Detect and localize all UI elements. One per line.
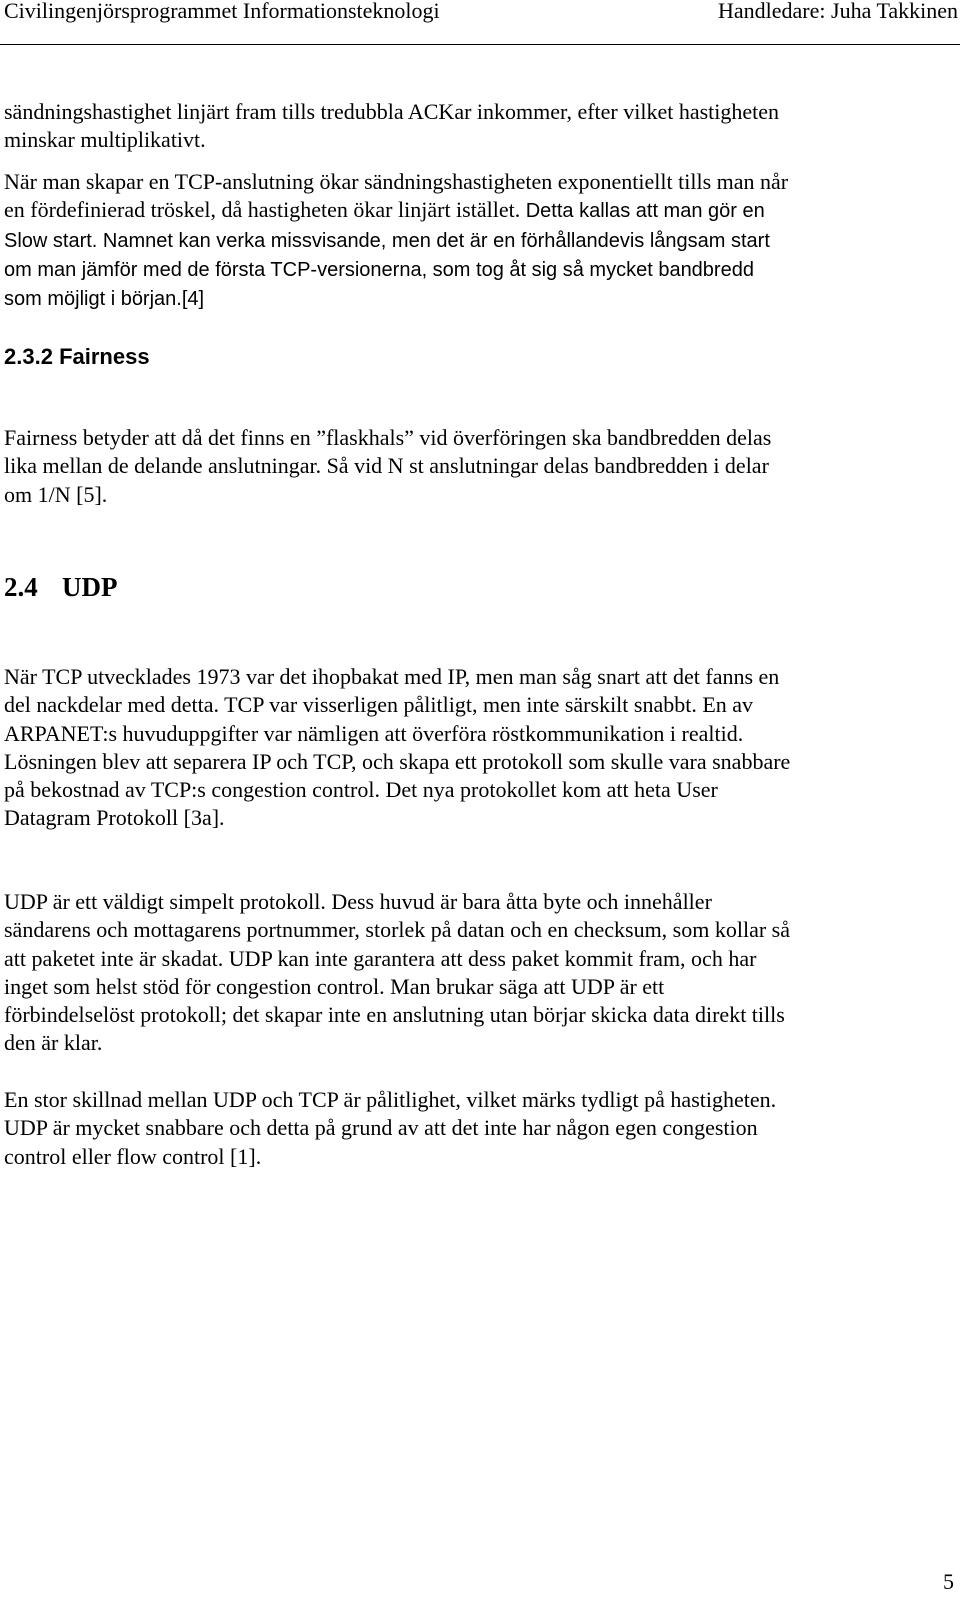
page-number: 5	[943, 1569, 954, 1594]
header-supervisor: Handledare: Juha Takkinen	[718, 0, 958, 23]
paragraph-slow-start	[4, 168, 794, 313]
paragraph-udp-vs-tcp: En stor skillnad mellan UDP och TCP är pålitlighet, vilket märks tydligt på hastigheten. UDP är mycket snabbare och detta på grund av att det inte har någon egen congestion control eller flow control [1].	[4, 1087, 777, 1169]
paragraph-fairness: Fairness betyder att då det finns en ”flaskhals” vid överföringen ska bandbredden delas lika mellan de delande anslutningar. Så vid N st anslutningar delas bandbredden i delar om 1/N [5].	[4, 425, 772, 507]
heading-fairness	[4, 343, 150, 371]
heading-udp-title: UDP	[62, 572, 118, 602]
heading-udp	[4, 571, 118, 603]
paragraph-continuation: sändningshastighet linjärt fram tills tredubbla ACKar inkommer, efter vilket hastigheten minskar multiplikativt.	[4, 99, 780, 153]
paragraph-udp-protocol: UDP är ett väldigt simpelt protokoll. Dess huvud är bara åtta byte och innehåller sändarens och mottagarens portnummer, storlek på datan och en checksum, som kollar så att paketet inte är skadat. UDP kan inte garantera att dess paket kommit fram, och har inget som helst stöd för congestion control. Man brukar säga att UDP är ett förbindelselöst protokoll; det skapar inte en anslutning utan börjar skicka data direkt tills den är klar.	[4, 889, 790, 1056]
header-program: Civilingenjörsprogrammet Informationsteknologi	[4, 0, 440, 23]
heading-fairness-title: Fairness	[59, 344, 150, 369]
heading-udp-number: 2.4	[4, 572, 38, 602]
slow-start-text-sans: Detta kallas att man gör en Slow start. Namnet kan verka missvisande, men det är en förhållandevis långsam start om man jämför med de första TCP-versionerna, som tog åt sig så mycket bandbredd som möjligt i början.[4]	[4, 200, 770, 311]
paragraph-udp-history: När TCP utvecklades 1973 var det ihopbakat med IP, men man såg snart att det fanns en del nackdelar med detta. TCP var visserligen pålitligt, men inte särskilt snabbt. En av ARPANET:s huvuduppgifter var nämligen att överföra röstkommunikation i realtid. Lösningen blev att separera IP och TCP, och skapa ett protokoll som skulle vara snabbare på bekostnad av TCP:s congestion control. Det nya protokollet kom att heta User Datagram Protokoll [3a].	[4, 664, 791, 831]
slow-start-text-serif: När man skapar en TCP-anslutning ökar sändningshastigheten exponentiellt tills man når en fördefinierad tröskel, då hastigheten ökar linjärt istället.	[4, 169, 789, 223]
heading-fairness-number: 2.3.2	[4, 344, 53, 369]
page-header	[0, 0, 960, 45]
